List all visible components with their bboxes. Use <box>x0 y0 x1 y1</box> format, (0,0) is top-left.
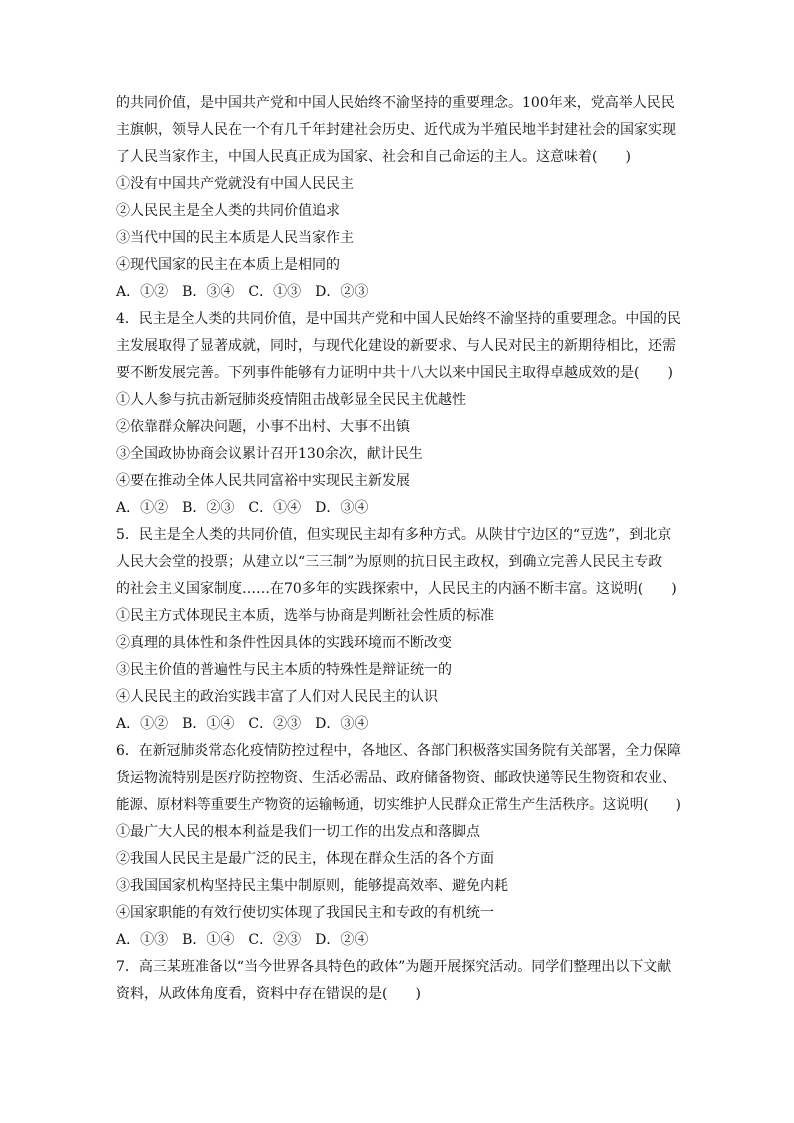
question-3 <box>116 90 681 306</box>
question-5-stem-line-3: 的社会主义国家制度……在70多年的实践探索中，人民民主的内涵不断丰富。这说明( ) <box>116 581 677 597</box>
question-6-option-1: ①最广大人民的根本利益是我们一切工作的出发点和落脚点 <box>116 824 480 840</box>
question-3-option-2: ②人民民主是全人类的共同价值追求 <box>116 203 340 219</box>
question-6 <box>116 738 681 954</box>
question-6-answer-choices: A．①③ B．①④ C．②③ D．②④ <box>116 932 369 948</box>
question-3-stem-line-1: 的共同价值，是中国共产党和中国人民始终不渝坚持的重要理念。100年来，党高举人民民 <box>116 95 675 111</box>
question-4-option-1: ①人人参与抗击新冠肺炎疫情阻击战彰显全民民主优越性 <box>116 392 466 408</box>
question-3-answer-choices: A．①② B．③④ C．①③ D．②③ <box>116 284 369 300</box>
question-3-option-3: ③当代中国的民主本质是人民当家作主 <box>116 230 354 246</box>
question-6-stem-line-3: 能源、原材料等重要生产物资的运输畅通，切实维护人民群众正常生产生活秩序。这说明( ) <box>116 797 681 813</box>
question-3-option-4: ④现代国家的民主在本质上是相同的 <box>116 257 340 273</box>
question-6-option-2: ②我国人民民主是最广泛的民主，体现在群众生活的各个方面 <box>116 851 494 867</box>
question-6-option-4: ④国家职能的有效行使切实体现了我国民主和专政的有机统一 <box>116 905 494 921</box>
question-5-stem-line-2: 人民大会堂的投票；从建立以“三三制”为原则的抗日民主政权，到确立完善人民民主专政 <box>116 554 663 570</box>
question-4-answer-choices: A．①② B．②③ C．①④ D．③④ <box>116 500 369 516</box>
question-6-stem-line-1: 6．在新冠肺炎常态化疫情防控过程中，各地区、各部门积极落实国务院有关部署，全力保障 <box>116 743 681 759</box>
question-5-option-3: ③民主价值的普遍性与民主本质的特殊性是辩证统一的 <box>116 662 452 678</box>
question-5-answer-choices: A．①② B．①④ C．②③ D．③④ <box>116 716 369 732</box>
question-5-stem-line-1: 5．民主是全人类的共同价值，但实现民主却有多种方式。从陕甘宁边区的“豆选”，到北京 <box>116 527 672 543</box>
question-3-stem-line-3: 了人民当家作主，中国人民真正成为国家、社会和自己命运的主人。这意味着( ) <box>116 149 631 165</box>
question-7-stem-line-2: 资料，从政体角度看，资料中存在错误的是( ) <box>116 986 421 1002</box>
question-3-stem-line-2: 主旗帜，领导人民在一个有几千年封建社会历史、近代成为半殖民地半封建社会的国家实现 <box>116 122 676 138</box>
question-3-option-1: ①没有中国共产党就没有中国人民民主 <box>116 176 354 192</box>
question-4-stem-line-3: 要不断发展完善。下列事件能够有力证明中共十八大以来中国民主取得卓越成效的是( ) <box>116 365 673 381</box>
question-content <box>116 90 681 1008</box>
question-4-stem-line-1: 4．民主是全人类的共同价值，是中国共产党和中国人民始终不渝坚持的重要理念。中国的民 <box>116 311 681 327</box>
question-6-stem-line-2: 货运物流特别是医疗防控物资、生活必需品、政府储备物资、邮政快递等民生物资和农业、 <box>116 770 676 786</box>
question-4-stem-line-2: 主发展取得了显著成就，同时，与现代化建设的新要求、与人民对民主的新期待相比，还需 <box>116 338 676 354</box>
question-4 <box>116 306 681 522</box>
question-5-option-2: ②真理的具体性和条件性因具体的实践环境而不断改变 <box>116 635 452 651</box>
question-5-option-1: ①民主方式体现民主本质，选举与协商是判断社会性质的标准 <box>116 608 494 624</box>
question-7-stem-line-1: 7．高三某班准备以“当今世界各具特色的政体”为题开展探究活动。同学们整理出以下文献 <box>116 959 672 975</box>
question-7 <box>116 954 681 1008</box>
question-4-option-2: ②依靠群众解决问题，小事不出村、大事不出镇 <box>116 419 410 435</box>
question-5-option-4: ④人民民主的政治实践丰富了人们对人民民主的认识 <box>116 689 438 705</box>
question-6-option-3: ③我国国家机构坚持民主集中制原则，能够提高效率、避免内耗 <box>116 878 508 894</box>
question-5 <box>116 522 681 738</box>
question-4-option-4: ④要在推动全体人民共同富裕中实现民主新发展 <box>116 473 410 489</box>
question-4-option-3: ③全国政协协商会议累计召开130余次，献计民生 <box>116 446 423 462</box>
